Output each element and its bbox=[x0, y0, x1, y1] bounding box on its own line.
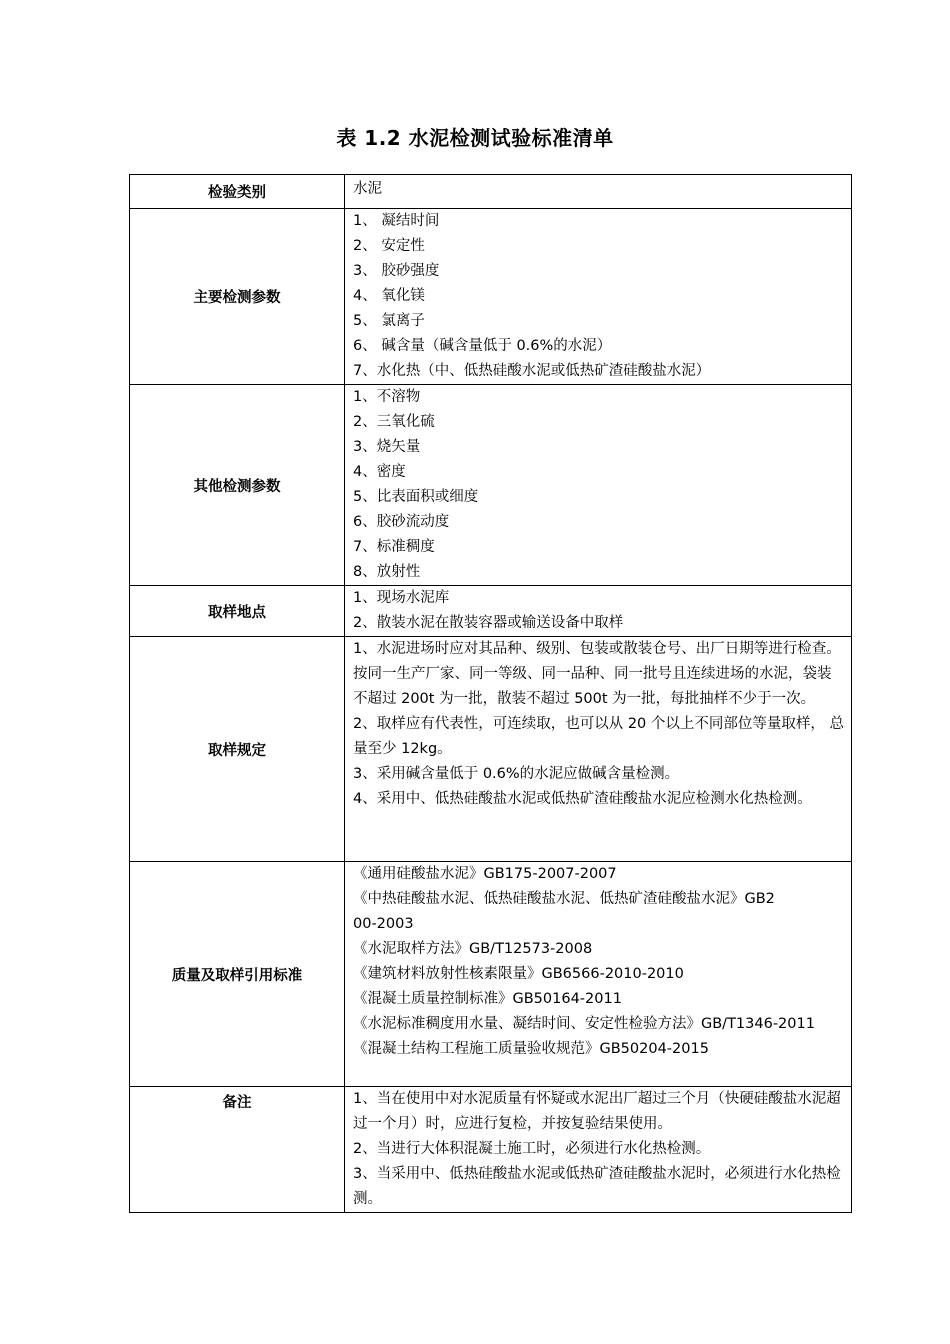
standard-item: 《混凝土质量控制标准》GB50164-2011 bbox=[353, 991, 622, 1007]
page-title: 表 1.2 水泥检测试验标准清单 bbox=[336, 126, 614, 150]
standards-table bbox=[129, 174, 852, 1213]
label-text: 检验类别 bbox=[208, 185, 266, 201]
row-content bbox=[345, 209, 852, 385]
label-text: 质量及取样引用标准 bbox=[171, 967, 303, 984]
list-item: 3、 胶砂强度 bbox=[353, 263, 440, 279]
standard-item: 《水泥标准稠度用水量、凝结时间、安定性检验方法》GB/T1346-2011 bbox=[353, 1016, 815, 1032]
list-item: 8、放射性 bbox=[353, 564, 421, 580]
list-item: 2、散装水泥在散装容器或输送设备中取样 bbox=[353, 615, 624, 631]
row-label bbox=[130, 586, 345, 637]
list-item: 4、 氧化镁 bbox=[353, 288, 425, 304]
standard-item: 《混凝土结构工程施工质量验收规范》GB50204-2015 bbox=[353, 1041, 709, 1057]
list-item: 5、 氯离子 bbox=[353, 313, 425, 329]
table-row bbox=[130, 862, 852, 1087]
standard-item: 《通用硅酸盐水泥》GB175-2007-2007 bbox=[353, 866, 617, 882]
row-label bbox=[130, 175, 345, 209]
row-label bbox=[130, 637, 345, 862]
list-item: 2、三氧化硫 bbox=[353, 414, 435, 430]
paragraph: 1、水泥进场时应对其品种、级别、包装或散装仓号、出厂日期等进行检查。按同一生产厂家、同一等级、同一品种、同一批号且连续进场的水泥，袋装不超过 200t 为一批，散装不超过 500t 为一批，每批抽样不少于一次。 bbox=[353, 641, 841, 707]
list-item: 3、烧矢量 bbox=[353, 439, 421, 455]
row-content bbox=[345, 637, 852, 862]
row-label bbox=[130, 385, 345, 586]
list-item: 水泥 bbox=[353, 181, 382, 197]
paragraph: 1、当在使用中对水泥质量有怀疑或水泥出厂超过三个月（快硬硅酸盐水泥超过一个月）时，应进行复检，并按复验结果使用。 bbox=[353, 1091, 841, 1132]
label-text: 主要检测参数 bbox=[193, 290, 281, 306]
row-label bbox=[130, 209, 345, 385]
label-text: 其他检测参数 bbox=[193, 478, 281, 495]
list-item: 1、现场水泥库 bbox=[353, 590, 450, 606]
row-label bbox=[130, 862, 345, 1087]
row-content bbox=[345, 175, 852, 209]
paragraph: 2、取样应有代表性，可连续取，也可以从 20 个以上不同部位等量取样， 总量至少 12kg。 bbox=[353, 716, 845, 757]
list-item: 6、 碱含量（碱含量低于 0.6%的水泥） bbox=[353, 338, 612, 354]
row-content bbox=[345, 1087, 852, 1213]
list-item: 4、密度 bbox=[353, 464, 406, 480]
table-row bbox=[130, 209, 852, 385]
list-item: 1、 凝结时间 bbox=[353, 213, 440, 229]
label-text: 取样地点 bbox=[208, 604, 266, 621]
list-item: 7、标准稠度 bbox=[353, 539, 435, 555]
table-row bbox=[130, 385, 852, 586]
row-label bbox=[130, 1087, 345, 1213]
table-row bbox=[130, 175, 852, 209]
label-text: 取样规定 bbox=[208, 742, 266, 759]
list-item: 7、水化热（中、低热硅酸水泥或低热矿渣硅酸盐水泥） bbox=[353, 363, 711, 379]
list-item: 6、胶砂流动度 bbox=[353, 514, 450, 530]
table-row bbox=[130, 586, 852, 637]
standard-item: 《建筑材料放射性核素限量》GB6566-2010-2010 bbox=[353, 966, 684, 982]
table-row bbox=[130, 637, 852, 862]
list-item: 2、 安定性 bbox=[353, 238, 425, 254]
paragraph: 2、当进行大体积混凝土施工时，必须进行水化热检测。 bbox=[353, 1141, 711, 1157]
label-text: 备注 bbox=[222, 1095, 252, 1111]
row-content bbox=[345, 385, 852, 586]
row-content bbox=[345, 862, 852, 1087]
list-item: 1、不溶物 bbox=[353, 389, 421, 405]
standard-item: 《水泥取样方法》GB/T12573-2008 bbox=[353, 941, 593, 957]
paragraph: 3、采用碱含量低于 0.6%的水泥应做碱含量检测。 bbox=[353, 766, 680, 782]
table-row bbox=[130, 1087, 852, 1213]
paragraph: 3、当采用中、低热硅酸盐水泥或低热矿渣硅酸盐水泥时，必须进行水化热检测。 bbox=[353, 1166, 841, 1207]
list-item: 5、比表面积或细度 bbox=[353, 489, 479, 505]
paragraph: 4、采用中、低热硅酸盐水泥或低热矿渣硅酸盐水泥应检测水化热检测。 bbox=[353, 791, 812, 807]
row-content bbox=[345, 586, 852, 637]
standard-item: 《中热硅酸盐水泥、低热硅酸盐水泥、低热矿渣硅酸盐水泥》GB200-2003 bbox=[353, 891, 775, 932]
